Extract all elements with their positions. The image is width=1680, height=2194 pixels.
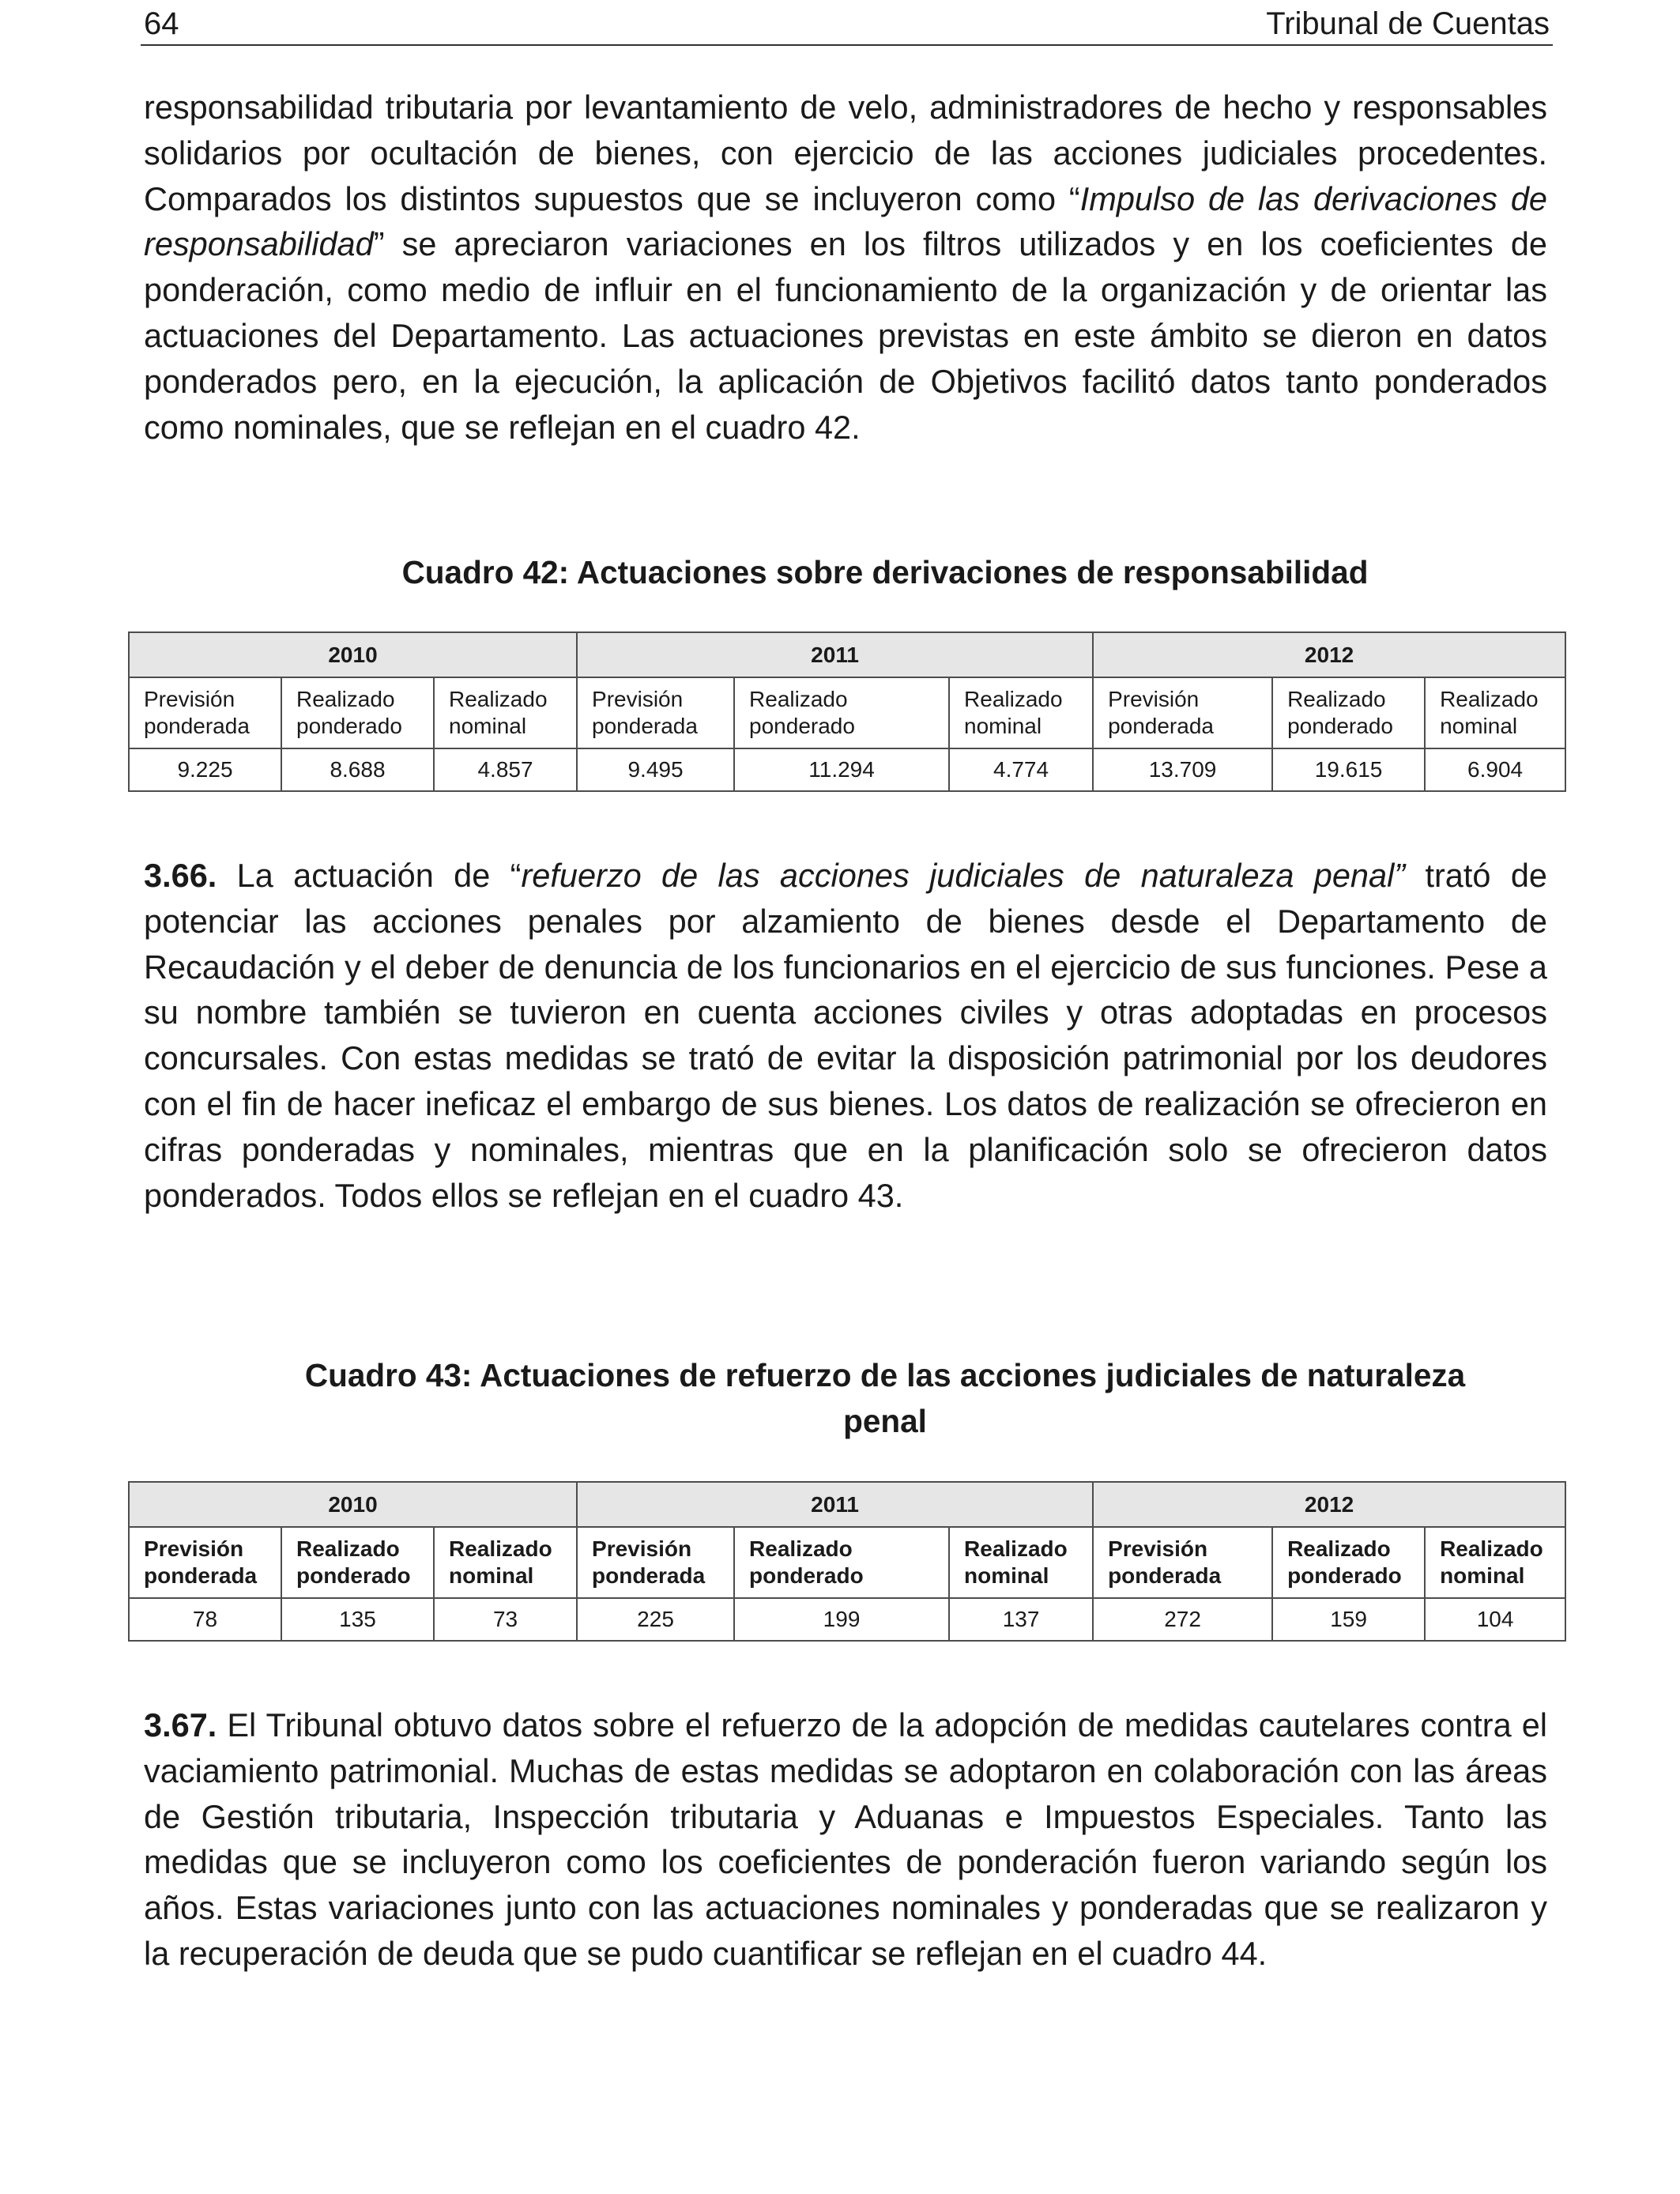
table43-col-header: Previsión ponderada [129, 1527, 281, 1598]
table42-cell: 4.857 [434, 748, 577, 791]
p366-text-1: La actuación de “ [217, 857, 522, 894]
page-header [141, 3, 1553, 46]
table42-value-row [129, 748, 1565, 791]
table43-year-2012: 2012 [1093, 1482, 1565, 1527]
table42-caption: Cuadro 42: Actuaciones sobre derivaciones de responsabilidad [401, 554, 1369, 590]
table42-header-row [129, 677, 1565, 748]
paragraph-number: 3.66. [144, 857, 217, 894]
intro-text-1: responsabilidad tributaria por levantamiento de velo, administradores de hecho y responsables solidarios por ocultación de bienes, con ejercicio de las acciones judiciales procedentes. Comparados los distintos supuestos que se incluyeron como “ [144, 89, 1547, 217]
table42-cell: 19.615 [1272, 748, 1425, 791]
table43-col-header: Realizado ponderado [1272, 1527, 1425, 1598]
table43-cell: 199 [734, 1598, 949, 1641]
table42-year-2012: 2012 [1093, 632, 1565, 677]
table43-year-2011: 2011 [577, 1482, 1093, 1527]
table43-col-header: Realizado nominal [434, 1527, 577, 1598]
table43-cell: 137 [949, 1598, 1093, 1641]
table42-col-header: Realizado ponderado [1272, 677, 1425, 748]
table42-cell: 9.495 [577, 748, 734, 791]
table43-year-2010: 2010 [129, 1482, 577, 1527]
intro-italic: Impulso de las derivaciones de responsabilidad [144, 179, 1547, 263]
table43-cell: 104 [1425, 1598, 1565, 1641]
table43-cell: 272 [1093, 1598, 1272, 1641]
table42-col-header: Previsión ponderada [577, 677, 734, 748]
table43-cell: 78 [129, 1598, 281, 1641]
p366-italic: refuerzo de las acciones judiciales de naturaleza penal” [521, 857, 1406, 894]
p366-text-2: trató de potenciar las acciones penales por alzamiento de bienes desde el Departamento de Recaudación y el deber de denuncia de los funcionarios en el ejercicio de sus funciones. Pese a su nombre también se tuvieron en cuenta acciones civiles y otras adoptadas en procesos concursales. Con estas medidas se trató de evitar la disposición patrimonial por los deudores con el fin de hacer ineficaz el embargo de sus bienes. Los datos de realización se ofrecieron en cifras ponderadas y nominales, mientras que en la planificación solo se ofrecieron datos ponderados. Todos ellos se reflejan en el cuadro 43. [144, 857, 1547, 1214]
paragraph-3-67 [144, 1702, 1547, 1977]
table42 [128, 631, 1566, 792]
table42-col-header: Previsión ponderada [129, 677, 281, 748]
running-title: Tribunal de Cuentas [1266, 6, 1550, 41]
table42-col-header: Previsión ponderada [1093, 677, 1272, 748]
table42-col-header: Realizado ponderado [281, 677, 434, 748]
p367-text: El Tribunal obtuvo datos sobre el refuerzo de la adopción de medidas cautelares contra el vaciamiento patrimonial. Muchas de estas medidas se adoptaron en colaboración con las áreas de Gestión tributaria, Inspección tributaria y Aduanas e Impuestos Especiales. Tanto las medidas que se incluyeron como los coeficientes de ponderación fueron variando según los años. Estas variaciones junto con las actuaciones nominales y ponderadas que se realizaron y la recuperación de deuda que se pudo cuantificar se reflejan en el cuadro 44. [144, 1706, 1547, 1972]
table42-cell: 8.688 [281, 748, 434, 791]
table42-cell: 9.225 [129, 748, 281, 791]
intro-text-2: ” se apreciaron variaciones en los filtros utilizados y en los coeficientes de ponderación, como medio de influir en el funcionamiento de la organización y de orientar las actuaciones del Departamento. Las actuaciones previstas en este ámbito se dieron en datos ponderados pero, en la ejecución, la aplicación de Objetivos facilitó datos tanto ponderados como nominales, que se reflejan en el cuadro 42. [144, 225, 1547, 446]
table42-col-header: Realizado nominal [434, 677, 577, 748]
table42-year-2011: 2011 [577, 632, 1093, 677]
page-number: 64 [144, 6, 179, 41]
table43-value-row [129, 1598, 1565, 1641]
table42-col-header: Realizado nominal [1425, 677, 1565, 748]
table43-year-row [129, 1482, 1565, 1527]
intro-paragraph [144, 85, 1547, 450]
table43-caption [253, 1352, 1517, 1444]
table43-cell: 159 [1272, 1598, 1425, 1641]
table43-col-header: Realizado nominal [1425, 1527, 1565, 1598]
table42-year-2010: 2010 [129, 632, 577, 677]
table42-col-header: Realizado ponderado [734, 677, 949, 748]
table43-col-header: Previsión ponderada [1093, 1527, 1272, 1598]
table43-col-header: Realizado nominal [949, 1527, 1093, 1598]
table42-col-header: Realizado nominal [949, 677, 1093, 748]
table43-caption-line1: Cuadro 43: Actuaciones de refuerzo de las acciones judiciales de naturaleza [304, 1357, 1466, 1393]
table42-cell: 13.709 [1093, 748, 1272, 791]
table42-cell: 11.294 [734, 748, 949, 791]
table42-cell: 6.904 [1425, 748, 1565, 791]
table43 [128, 1481, 1566, 1642]
table43-header-row [129, 1527, 1565, 1598]
table42-year-row [129, 632, 1565, 677]
table43-cell: 135 [281, 1598, 434, 1641]
paragraph-3-66 [144, 853, 1547, 1218]
table43-col-header: Realizado ponderado [734, 1527, 949, 1598]
table43-col-header: Realizado ponderado [281, 1527, 434, 1598]
table43-col-header: Previsión ponderada [577, 1527, 734, 1598]
table43-cell: 73 [434, 1598, 577, 1641]
table43-caption-line2: penal [843, 1403, 927, 1439]
paragraph-number: 3.67. [144, 1706, 217, 1744]
table42-cell: 4.774 [949, 748, 1093, 791]
table43-cell: 225 [577, 1598, 734, 1641]
